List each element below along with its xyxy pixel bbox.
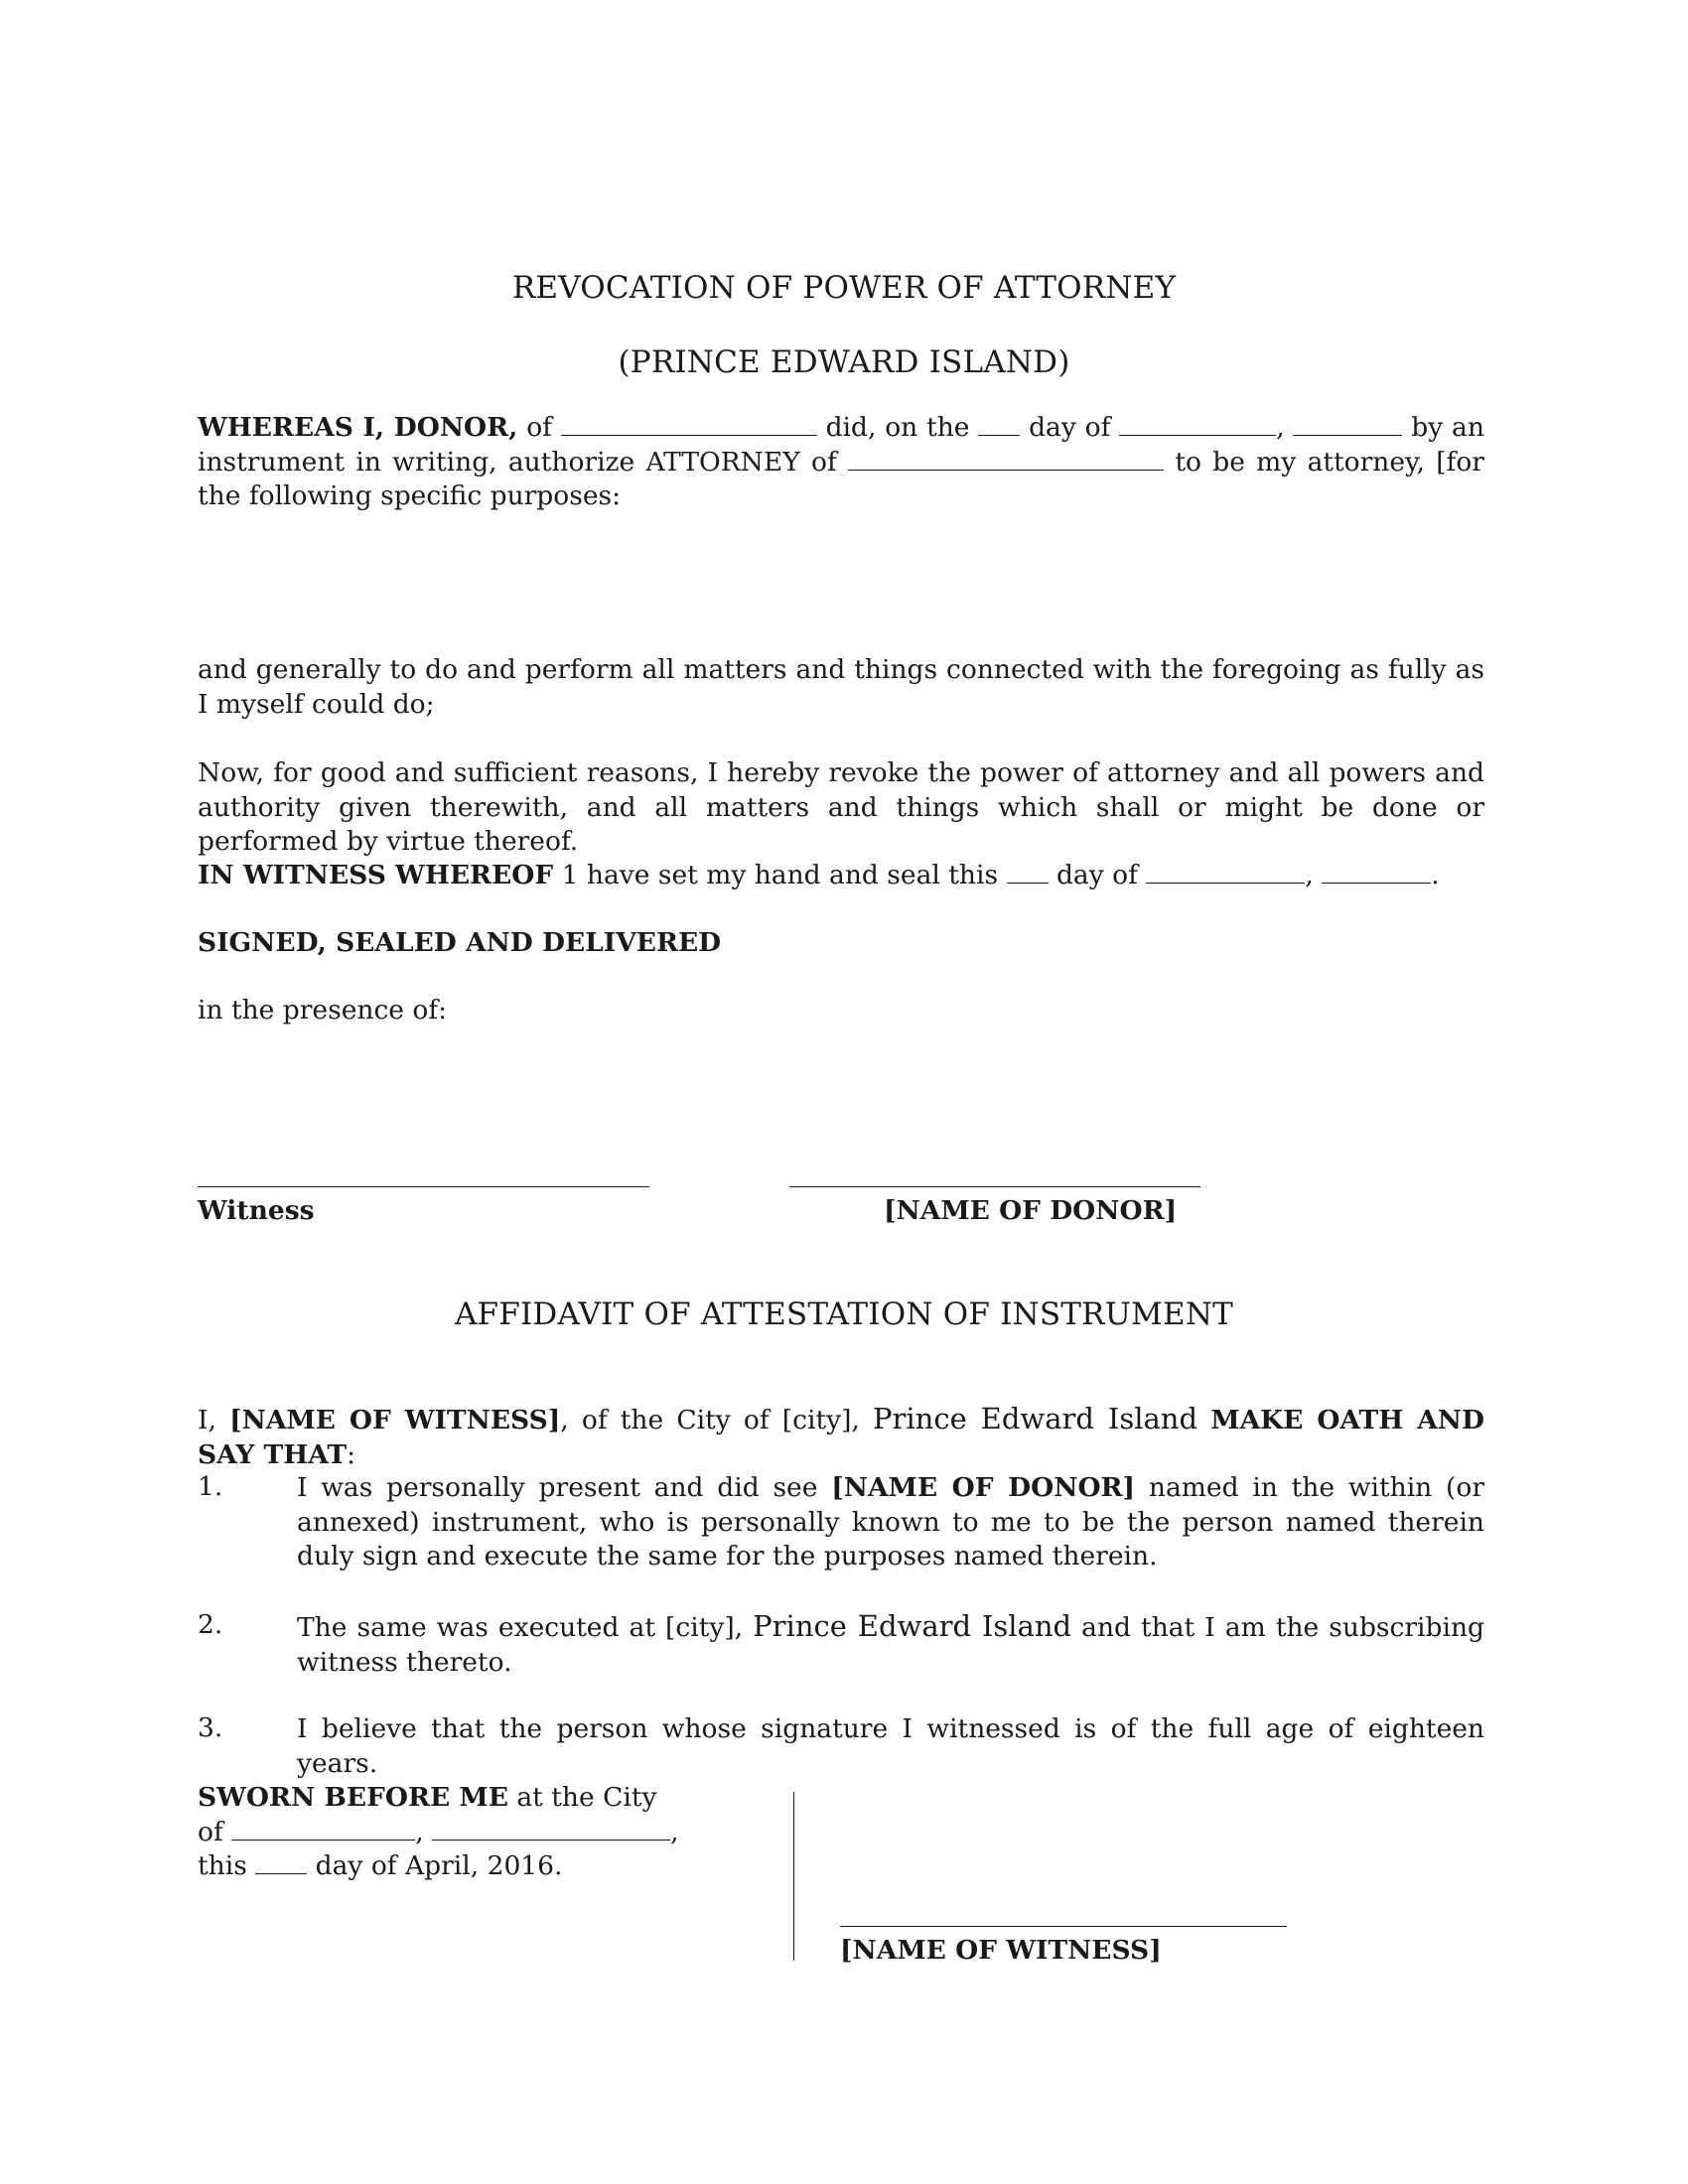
whereas-lead: WHEREAS I, DONOR, — [198, 412, 518, 443]
sworn-day-blank — [255, 1851, 307, 1874]
signed-sealed-heading: SIGNED, SEALED AND DELIVERED — [198, 927, 722, 958]
sworn-city-blank — [231, 1818, 415, 1841]
sign-year-blank — [1322, 861, 1431, 884]
document-subtitle: (PRINCE EDWARD ISLAND) — [618, 344, 1070, 380]
year-blank — [1293, 413, 1402, 436]
donor-signature-line — [789, 1186, 1200, 1187]
month-blank — [1119, 413, 1276, 436]
affidavit-title: AFFIDAVIT OF ATTESTATION OF INSTRUMENT — [454, 1297, 1234, 1332]
witness-signature-line — [198, 1186, 649, 1187]
signature-divider — [793, 1792, 794, 1961]
sign-day-blank — [1007, 861, 1049, 884]
sign-month-blank — [1146, 861, 1305, 884]
day-blank — [978, 413, 1020, 436]
attorney-address-blank — [848, 448, 1164, 471]
generally-paragraph: and generally to do and perform all matters and things connected with the foregoing as fully as I myself could do; — [198, 654, 1484, 720]
sworn-before-block: SWORN BEFORE ME at the City of , , this day of April, 2016. — [198, 1782, 679, 1881]
sworn-province-blank — [432, 1818, 670, 1841]
witness-clause: IN WITNESS WHEREOF 1 have set my hand and seal this day of , . — [198, 860, 1440, 890]
witness-name-label: [NAME OF WITNESS] — [840, 1935, 1162, 1966]
donor-address-blank — [561, 413, 817, 436]
witness-label: Witness — [198, 1195, 315, 1226]
revocation-paragraph: Now, for good and sufficient reasons, I hereby revoke the power of attorney and all powers and authority given therewith, and all matters and things which shall or might be done or performed by virtue thereof. — [198, 757, 1484, 857]
document-title: REVOCATION OF POWER OF ATTORNEY — [511, 270, 1177, 306]
presence-text: in the presence of: — [198, 995, 448, 1025]
whereas-paragraph: WHEREAS I, DONOR, of did, on the day of , by an instrument in writing, authorize ATTORNEY of to be my attorney, [for the following specific purposes: — [198, 412, 1484, 511]
donor-label: [NAME OF DONOR] — [884, 1195, 1178, 1226]
document-page: REVOCATION OF POWER OF ATTORNEY (PRINCE EDWARD ISLAND) WHEREAS I, DONOR, of did, on the day of , by an instrument in writing, authorize ATTORNEY of to be my attorney, [for the following specific purposes: and generally to do and perform all matters and things connected with the foregoing as fully as I myself could do; Now, for good and sufficient reasons, I hereby revoke the power of attorney and all powers and authority given therewith, and all matters and things which shall or might be done or performed by virtue thereof. IN WITNESS WHEREOF 1 have set my hand and seal this day of , . SIGNED, SEALED AND DELIVERED in the presence of: Witness [NAME OF DONOR] AFFIDAVIT OF ATTESTATION OF INSTRUMENT I, [NAME OF WITNESS], of the City of [city], Prince Edward Island MAKE OATH AND SAY THAT: 1. I was personally present and did see [NAME OF DONOR] named in the within (or annexed) instrument, who is personally known to me to be the person named therein duly sign and execute the same for the purposes named therein. 2. The same was executed at [city], Prince Edward Island and that I am the subscribing witness thereto. 3. I believe that the person whose signature I witnessed is of the full age of eighteen years. SWORN BEFORE ME at the City of , , this day of April, 2016. [NAME OF WITNESS] — [0, 0, 1688, 2184]
witness-name-signature-line — [840, 1926, 1287, 1927]
affidavit-intro: I, [NAME OF WITNESS], of the City of [city], Prince Edward Island MAKE OATH AND SAY THAT: — [198, 1402, 1484, 1470]
